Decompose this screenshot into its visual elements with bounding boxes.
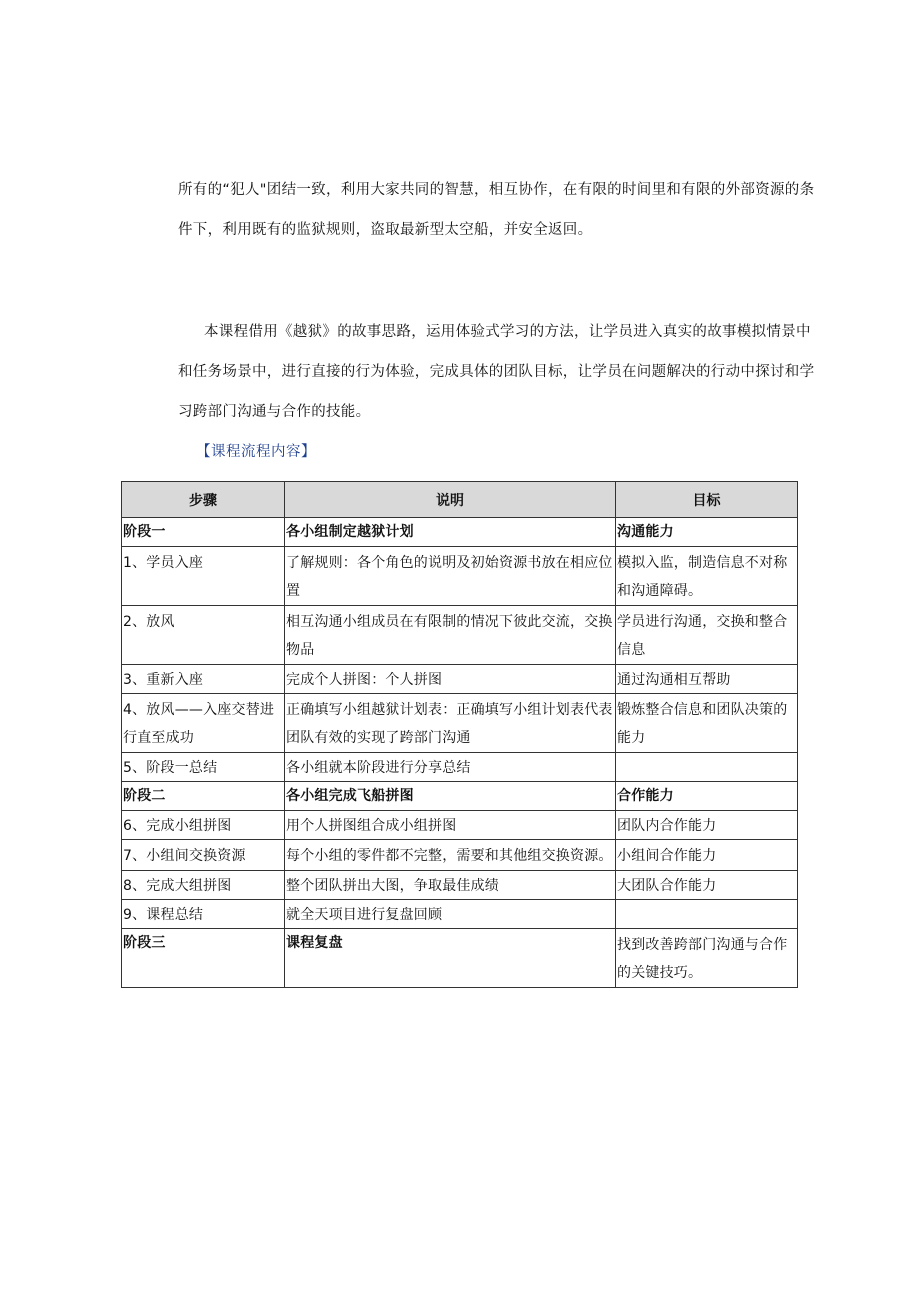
goal-cell: 学员进行沟通，交换和整合信息 [616, 606, 798, 665]
description-cell: 就全天项目进行复盘回顾 [285, 900, 616, 929]
table-row-phase [122, 782, 798, 811]
description-cell: 每个小组的零件都不完整，需要和其他组交换资源。 [285, 840, 616, 871]
description-cell: 各小组就本阶段进行分享总结 [285, 753, 616, 782]
step-cell: 1、学员入座 [122, 547, 285, 606]
table-row [122, 840, 798, 871]
step-cell: 3、重新入座 [122, 665, 285, 694]
goal-cell [616, 753, 798, 782]
goal-cell: 通过沟通相互帮助 [616, 665, 798, 694]
description-cell: 课程复盘 [285, 929, 616, 988]
table-row-phase [122, 518, 798, 547]
goal-cell: 大团队合作能力 [616, 871, 798, 900]
step-cell: 阶段三 [122, 929, 285, 988]
step-cell: 4、放风——入座交替进行直至成功 [122, 694, 285, 753]
goal-cell [616, 900, 798, 929]
table-row [122, 753, 798, 782]
step-cell: 阶段一 [122, 518, 285, 547]
goal-cell: 锻炼整合信息和团队决策的能力 [616, 694, 798, 753]
goal-cell: 模拟入监，制造信息不对称和沟通障碍。 [616, 547, 798, 606]
description-cell: 用个人拼图组合成小组拼图 [285, 811, 616, 840]
table-row [122, 547, 798, 606]
goal-cell: 沟通能力 [616, 518, 798, 547]
table-header-row [122, 482, 798, 518]
goal-cell: 团队内合作能力 [616, 811, 798, 840]
table-row [122, 665, 798, 694]
step-cell: 5、阶段一总结 [122, 753, 285, 782]
table-row [122, 694, 798, 753]
step-cell: 6、完成小组拼图 [122, 811, 285, 840]
step-cell: 阶段二 [122, 782, 285, 811]
table-row [122, 811, 798, 840]
step-cell: 9、课程总结 [122, 900, 285, 929]
step-cell: 8、完成大组拼图 [122, 871, 285, 900]
description-cell: 正确填写小组越狱计划表：正确填写小组计划表代表团队有效的实现了跨部门沟通 [285, 694, 616, 753]
step-cell: 2、放风 [122, 606, 285, 665]
description-cell: 整个团队拼出大图，争取最佳成绩 [285, 871, 616, 900]
intro-paragraph: 所有的“犯人"团结一致，利用大家共同的智慧，相互协作，在有限的时间里和有限的外部资源的条件下，利用既有的监狱规则，盗取最新型太空船，并安全返回。 [178, 182, 815, 238]
header-goal: 目标 [616, 482, 798, 518]
table-row [122, 606, 798, 665]
description-cell: 了解规则：各个角色的说明及初始资源书放在相应位置 [285, 547, 616, 606]
description-cell: 各小组制定越狱计划 [285, 518, 616, 547]
table-row-phase [122, 929, 798, 988]
description-cell: 相互沟通小组成员在有限制的情况下彼此交流，交换物品 [285, 606, 616, 665]
table-row [122, 871, 798, 900]
step-cell: 7、小组间交换资源 [122, 840, 285, 871]
header-description: 说明 [285, 482, 616, 518]
header-step: 步骤 [122, 482, 285, 518]
description-cell: 各小组完成飞船拼图 [285, 782, 616, 811]
table-row [122, 900, 798, 929]
section-heading: 【课程流程内容】 [196, 444, 316, 460]
description-cell: 完成个人拼图：个人拼图 [285, 665, 616, 694]
course-flow-table [121, 481, 798, 988]
course-description-paragraph: 本课程借用《越狱》的故事思路，运用体验式学习的方法，让学员进入真实的故事模拟情景中和任务场景中，进行直接的行为体验，完成具体的团队目标，让学员在问题解决的行动中探讨和学习跨部门沟通与合作的技能。 [178, 324, 815, 420]
goal-cell: 小组间合作能力 [616, 840, 798, 871]
goal-cell: 找到改善跨部门沟通与合作的关键技巧。 [616, 929, 798, 988]
goal-cell: 合作能力 [616, 782, 798, 811]
